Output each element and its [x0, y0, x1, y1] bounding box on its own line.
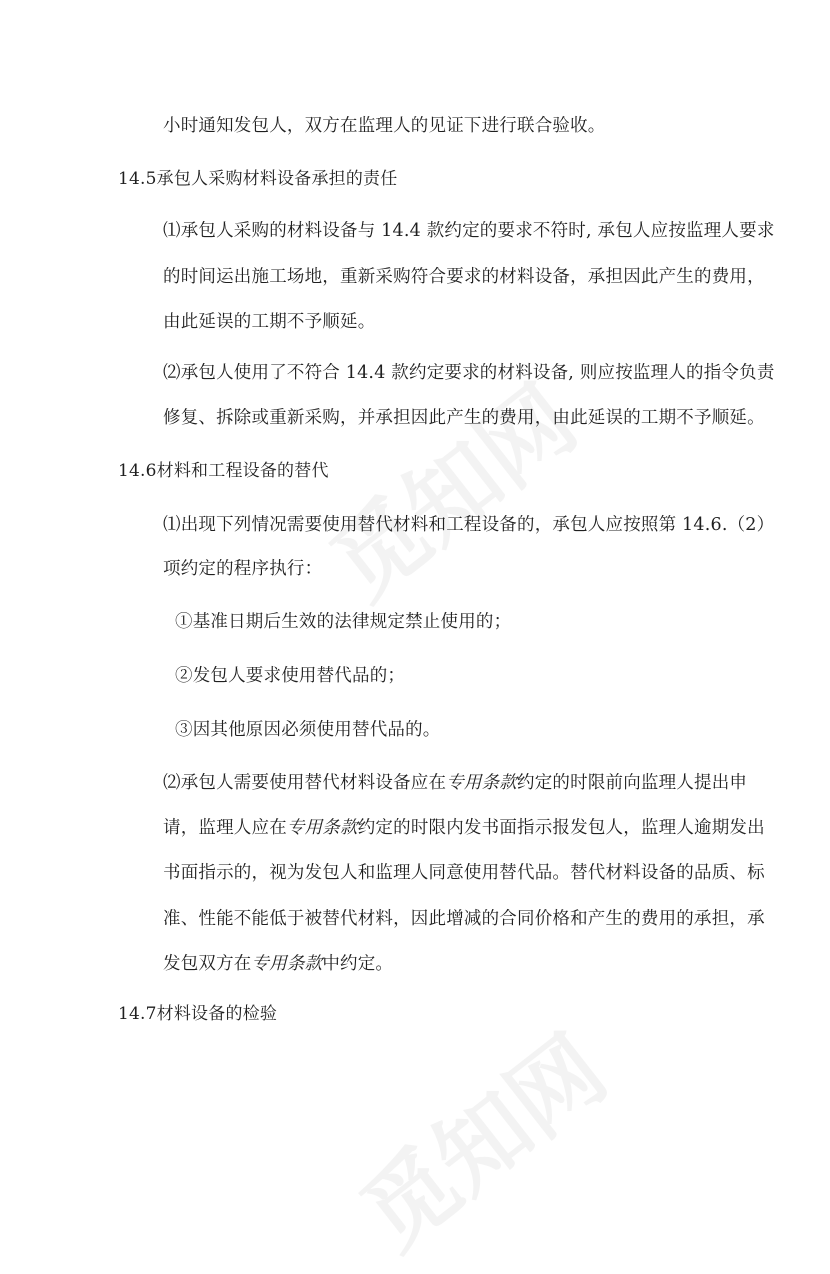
paragraph-line: [163, 772, 747, 794]
list-item: ①基准日期后生效的法律规定禁止使用的；: [175, 612, 512, 632]
paragraph-line: 小时通知发包人，双方在监理人的见证下进行联合验收。: [163, 116, 606, 136]
paragraph-line: 由此延误的工期不予顺延。: [163, 312, 376, 332]
section-heading-14-7: 14.7材料设备的检验: [118, 1004, 278, 1024]
watermark: [300, 350, 599, 624]
paragraph-line: 书面指示的，视为发包人和监理人同意使用替代品。替代材料设备的品质、标: [163, 863, 765, 883]
paragraph-line: 项约定的程序执行：: [163, 559, 323, 579]
italic-term: 专用条款: [286, 818, 358, 838]
italic-term: 专用条款: [251, 954, 323, 974]
text-run: 发包双方在: [163, 954, 252, 974]
list-item: ②发包人要求使用替代品的；: [175, 666, 406, 686]
paragraph-line: ⑴承包人采购的材料设备与 14.4 款约定的要求不符时, 承包人应按监理人要求: [163, 221, 775, 241]
paragraph-line: [163, 817, 765, 839]
text-run: ⑵承包人需要使用替代材料设备应在: [163, 773, 447, 793]
paragraph-line: ⑵承包人使用了不符合 14.4 款约定要求的材料设备, 则应按监理人的指令负责: [163, 363, 775, 383]
paragraph-line: 准、性能不能低于被替代材料，因此增减的合同价格和产生的费用的承担，承: [163, 909, 765, 929]
watermark: [330, 1000, 629, 1274]
text-run: 中约定。: [322, 954, 394, 974]
section-heading-14-5: 14.5承包人采购材料设备承担的责任: [118, 169, 398, 189]
paragraph-line: [163, 953, 393, 975]
text-run: 约定的时限内发书面指示报发包人，监理人逾期发出: [357, 818, 765, 838]
list-item: ③因其他原因必须使用替代品的。: [175, 720, 441, 740]
section-heading-14-6: 14.6材料和工程设备的替代: [118, 461, 329, 481]
paragraph-line: ⑴出现下列情况需要使用替代材料和工程设备的，承包人应按照第 14.6.（2）: [163, 515, 775, 535]
paragraph-line: 修复、拆除或重新采购，并承担因此产生的费用，由此延误的工期不予顺延。: [163, 408, 765, 428]
text-run: 请，监理人应在: [163, 818, 287, 838]
italic-term: 专用条款: [446, 773, 518, 793]
paragraph-line: 的时间运出施工场地，重新采购符合要求的材料设备，承担因此产生的费用，: [163, 267, 765, 287]
text-run: 约定的时限前向监理人提出申: [517, 773, 748, 793]
